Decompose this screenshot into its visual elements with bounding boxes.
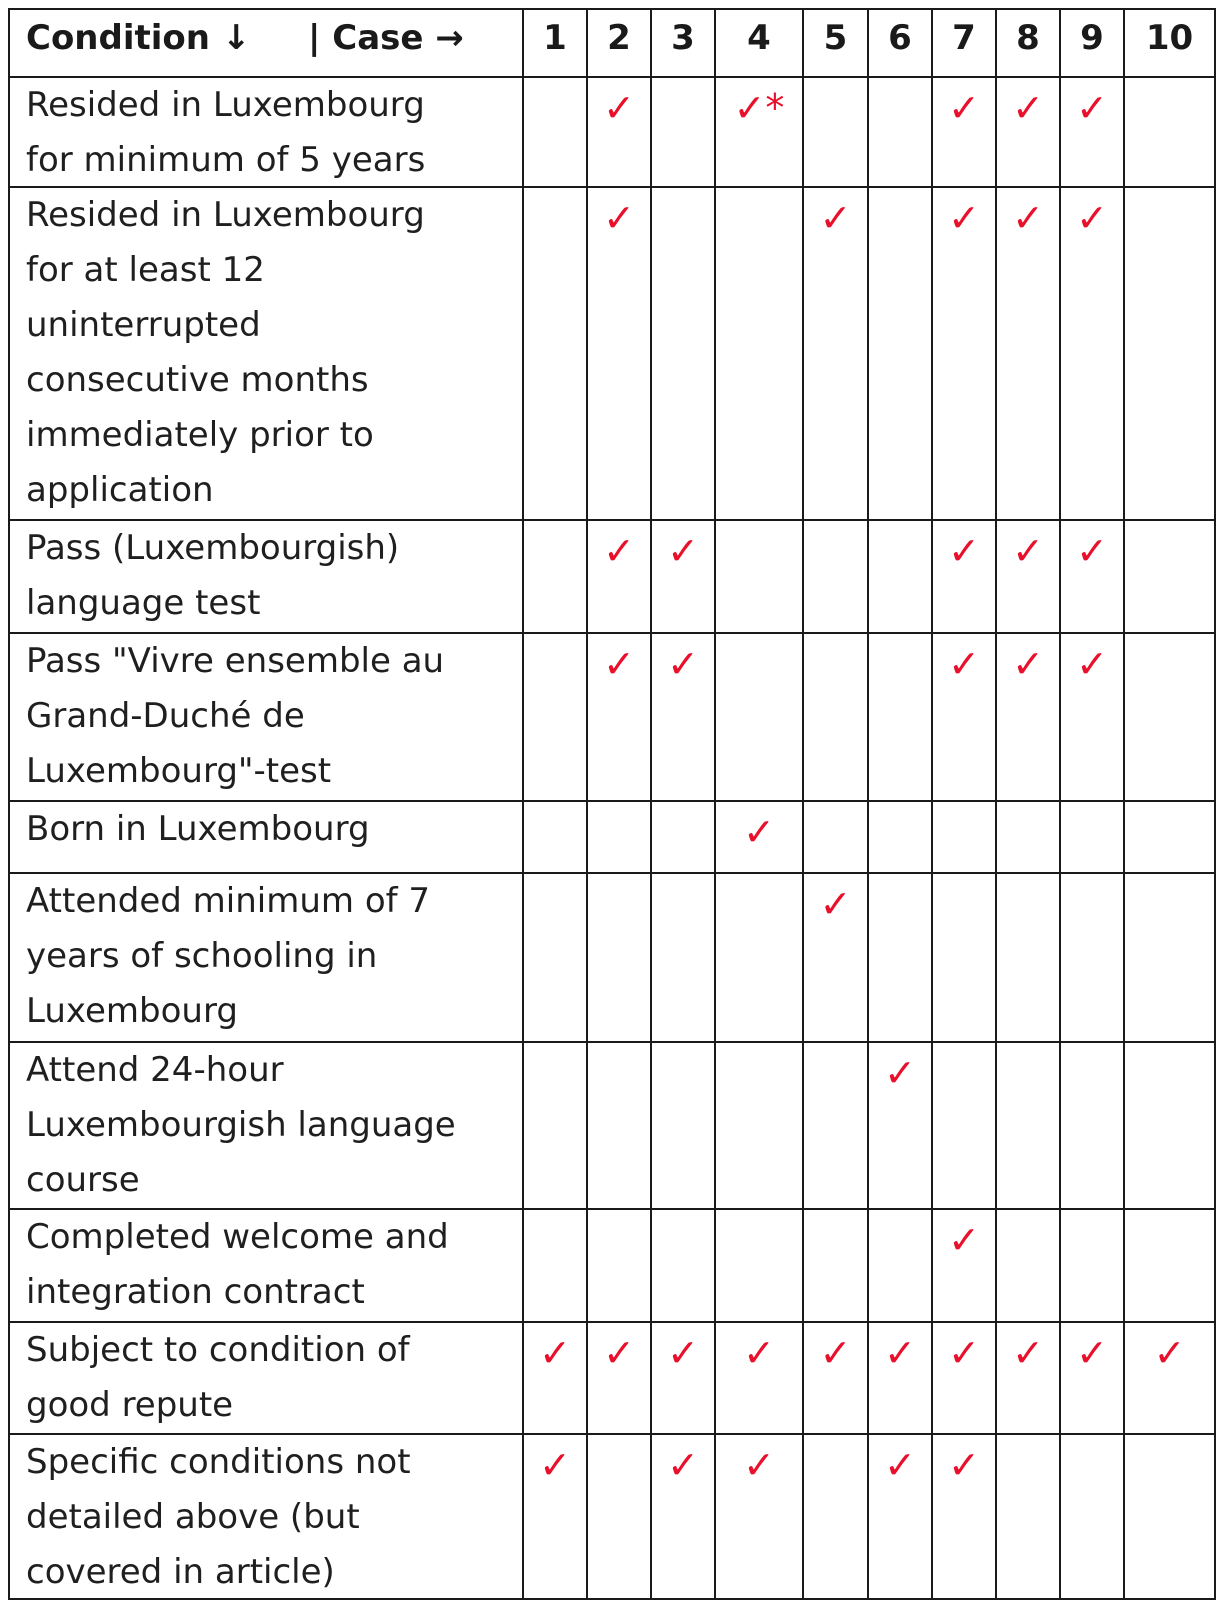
check-mark-icon: ✓ — [539, 1443, 571, 1487]
condition-label: Subject to condition of good repute — [26, 1330, 410, 1425]
condition-label: Pass "Vivre ensemble au Grand-Duché de Luxembourg"-test — [26, 641, 445, 791]
header-case-3: 3 — [671, 18, 695, 58]
header-case-9: 9 — [1080, 18, 1104, 58]
check-mark-icon: ✓ — [1012, 529, 1044, 573]
check-mark-icon: ✓ — [743, 1331, 775, 1375]
check-mark-icon: ✓ — [603, 196, 635, 240]
check-mark-icon: ✓ — [1076, 642, 1108, 686]
check-mark-icon: ✓ — [819, 196, 852, 240]
check-mark-icon: ✓ — [884, 1331, 916, 1375]
table-column-divider — [8, 8, 10, 1600]
check-mark-icon: ✓ — [1076, 86, 1108, 130]
check-mark-icon: ✓ — [743, 810, 775, 854]
condition-label: Resided in Luxembourg for minimum of 5 years — [26, 85, 426, 180]
check-mark-icon: ✓ — [819, 882, 852, 926]
check-mark-icon: ✓ — [948, 1443, 980, 1487]
condition-label: Pass (Luxembourgish) language test — [26, 528, 400, 623]
table-row-divider — [8, 8, 1216, 10]
check-mark-icon: ✓ — [603, 642, 635, 686]
table-column-divider — [1214, 8, 1216, 1600]
condition-label: Born in Luxembourg — [26, 809, 370, 849]
condition-label: Attend 24-hour Luxembourgish language course — [26, 1050, 456, 1200]
check-mark-icon: ✓ — [603, 529, 635, 573]
header-case-7: 7 — [952, 18, 976, 58]
check-mark-icon: ✓ — [667, 642, 699, 686]
check-mark-icon: ✓ — [819, 1331, 852, 1375]
check-mark-icon: ✓ — [1012, 642, 1044, 686]
check-mark-icon: ✓ — [603, 86, 635, 130]
check-mark-icon: ✓ — [948, 86, 980, 130]
check-mark-icon: ✓ — [884, 1051, 916, 1095]
header-case-10: 10 — [1145, 18, 1194, 58]
check-mark-icon: ✓ — [1012, 86, 1044, 130]
check-mark-icon: ✓ — [539, 1331, 571, 1375]
check-mark-icon: ✓* — [733, 86, 785, 130]
check-mark-icon: ✓ — [1076, 529, 1108, 573]
condition-label: Resided in Luxembourg for at least 12 uninterrupted consecutive months immediately prior to application — [26, 195, 425, 510]
check-mark-icon: ✓ — [1012, 196, 1044, 240]
condition-label: Specific conditions not detailed above (but covered in article) — [26, 1442, 411, 1592]
header-case-8: 8 — [1016, 18, 1040, 58]
header-case-5: 5 — [823, 18, 848, 58]
header-case-2: 2 — [607, 18, 631, 58]
check-mark-icon: ✓ — [948, 642, 980, 686]
header-case-6: 6 — [888, 18, 912, 58]
check-mark-icon: ✓ — [1153, 1331, 1186, 1375]
check-mark-icon: ✓ — [667, 529, 699, 573]
check-mark-icon: ✓ — [948, 1331, 980, 1375]
check-mark-icon: ✓ — [948, 196, 980, 240]
check-mark-icon: ✓ — [1012, 1331, 1044, 1375]
condition-label: Attended minimum of 7 years of schooling in Luxembourg — [26, 881, 431, 1031]
check-mark-icon: ✓ — [884, 1443, 916, 1487]
check-mark-icon: ✓ — [667, 1443, 699, 1487]
header-case-label: | Case → — [308, 18, 464, 58]
check-mark-icon: ✓ — [743, 1443, 775, 1487]
condition-label: Completed welcome and integration contract — [26, 1217, 449, 1312]
check-mark-icon: ✓ — [667, 1331, 699, 1375]
check-mark-icon: ✓ — [948, 1218, 980, 1262]
header-case-4: 4 — [747, 18, 771, 58]
check-mark-icon: ✓ — [948, 529, 980, 573]
check-mark-icon: ✓ — [603, 1331, 635, 1375]
header-condition-label: Condition ↓ — [26, 18, 251, 58]
check-mark-icon: ✓ — [1076, 196, 1108, 240]
header-case-1: 1 — [543, 18, 567, 58]
check-mark-icon: ✓ — [1076, 1331, 1108, 1375]
